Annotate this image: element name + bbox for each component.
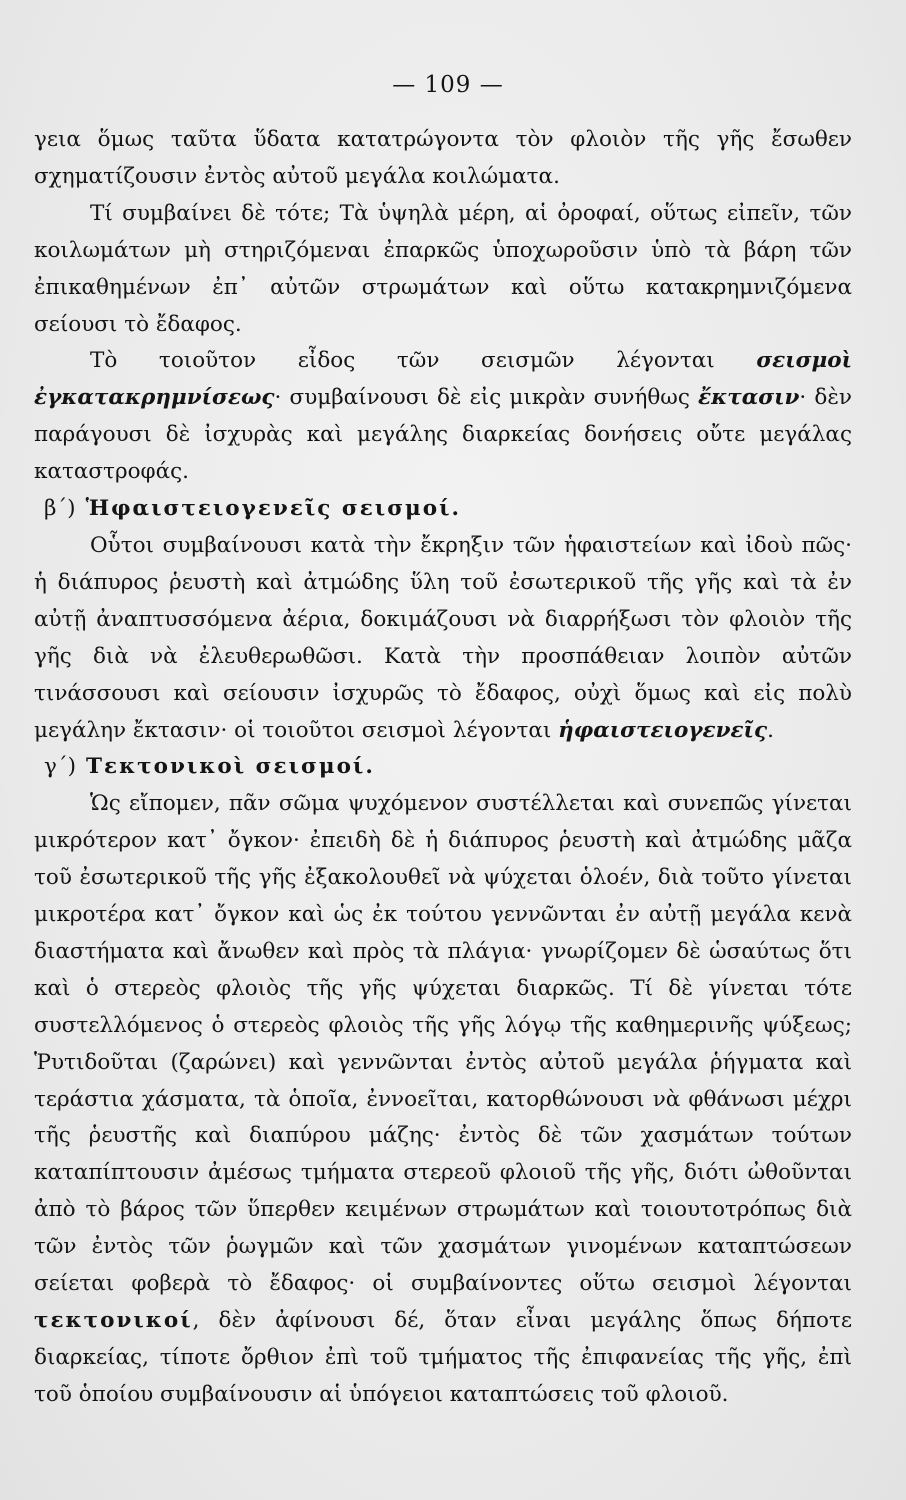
term-tectonic: τεκτονικοί: [34, 1308, 193, 1333]
text-run: · δὲν παράγουσι δὲ ἰσχυρὰς καὶ μεγάλης διαρκείας δονήσεις οὔτε μεγάλας καταστροφάς.: [34, 385, 852, 485]
term-collapse-earthquakes: σεισμοὶ ἐγκατακρημνίσεως: [34, 348, 852, 411]
term-extent: ἔκτασιν: [698, 385, 800, 411]
section-title: Ἡφαιστειογενεῖς σεισμοί.: [85, 496, 462, 522]
text-run: Οὗτοι συμβαίνουσι κατὰ τὴν ἔκρηξιν τῶν ἡφαιστείων καὶ ἰδοὺ πῶς· ἡ διάπυρος ῥευστὴ καὶ ἀτμώδης ὕλη τοῦ ἐσωτερικοῦ τῆς γῆς καὶ τὰ ἐν αὐτῇ ἀναπτυσσόμενα ἀέρια, δοκιμάζουσι νὰ διαρρήξωσι τὸν φλοιὸν τῆς γῆς διὰ νὰ ἐλευθερωθῶσι. Κατὰ τὴν προσπάθειαν λοιπὸν αὐτῶν τινάσσουσι καὶ σείουσιν ἰσχυρῶς τὸ ἔδαφος, οὐχὶ ὅμως καὶ εἰς πολὺ μεγάλην ἔκτασιν· οἱ τοιοῦτοι σεισμοὶ λέγονται: [34, 532, 852, 743]
paragraph-volcanic-earthquakes: [34, 528, 852, 749]
section-label: β΄): [44, 496, 76, 522]
term-volcanic: ἡφαιστειογενεῖς: [558, 717, 768, 743]
section-label: γ΄): [44, 754, 76, 780]
paragraph-collapse-question: Τί συμβαίνει δὲ τότε; Τὰ ὑψηλὰ μέρη, αἱ ὀροφαί, οὕτως εἰπεῖν, τῶν κοιλωμάτων μὴ στηριζόμεναι ἐπαρκῶς ὑποχωροῦσιν ὑπὸ τὰ βάρη τῶν ἐπικαθημένων ἐπ᾿ αὐτῶν στρωμάτων καὶ οὕτω κατακρημνιζόμενα σείουσι τὸ ἔδαφος.: [34, 200, 852, 337]
text-run: , δὲν ἀφίνουσι δέ, ὅταν εἶναι μεγάλης ὅπως δήποτε διαρκείας, τίποτε ὄρθιον ἐπὶ τοῦ τμήματος τῆς ἐπιφανείας τῆς γῆς, ἐπὶ τοῦ ὁποίου συμβαίνουσιν αἱ ὑπόγειοι καταπτώσεις τοῦ φλοιοῦ.: [34, 1308, 852, 1407]
page-number: — 109 —: [392, 72, 504, 98]
text-run: · συμβαίνουσι δὲ εἰς μικρὰν συνήθως: [274, 385, 699, 411]
paragraph-tectonic-earthquakes: [34, 786, 852, 1413]
section-heading-volcanic: [34, 491, 852, 528]
section-title: Τεκτονικοὶ σεισμοί.: [86, 754, 375, 780]
paragraph-continuation: γεια ὅμως ταῦτα ὕδατα κατατρώγοντα τὸν φλοιὸν τῆς γῆς ἔσωθεν σχηματίζουσιν ἐντὸς αὐτοῦ μεγάλα κοιλώματα.: [34, 127, 852, 189]
text-run: Ὡς εἴπομεν, πᾶν σῶμα ψυχόμενον συστέλλεται καὶ συνεπῶς γίνεται μικρότερον κατ᾿ ὄγκον· ἐπειδὴ δὲ ἡ διάπυρος ῥευστὴ καὶ ἀτμώδης μᾶζα τοῦ ἐσωτερικοῦ τῆς γῆς ἐξακολουθεῖ νὰ ψύχεται ὁλοέν, διὰ τοῦτο γίνεται μικροτέρα κατ᾿ ὄγκον καὶ ὡς ἐκ τούτου γεννῶνται ἐν αὐτῇ μεγάλα κενὰ διαστήματα καὶ ἄνωθεν καὶ πρὸς τὰ πλάγια· γνωρίζομεν δὲ ὡσαύτως ὅτι καὶ ὁ στερεὸς φλοιὸς τῆς γῆς ψύχεται διαρκῶς. Τί δὲ γίνεται τότε συστελλόμενος ὁ στερεὸς φλοιὸς τῆς γῆς λόγῳ τῆς καθημερινῆς ψύξεως; Ῥυτιδοῦται (ζαρώνει) καὶ γεννῶνται ἐντὸς αὐτοῦ μεγάλα ῥήγματα καὶ τεράστια χάσματα, τὰ ὁποῖα, ἐννοεῖται, κατορθώνουσι νὰ φθάνωσι μέχρι τῆς ῥευστῆς καὶ διαπύρου μάζης· ἐντὸς δὲ τῶν χασμάτων τούτων καταπίπτουσιν ἀμέσως τμήματα στερεοῦ φλοιοῦ τῆς γῆς, διότι ὠθοῦνται ἀπὸ τὸ βάρος τῶν ὕπερθεν κειμένων στρωμάτων καὶ τοιουτοτρόπως διὰ τῶν ἐντὸς τῶν ῥωγμῶν καὶ τῶν χασμάτων γινομένων καταπτώσεων σείεται φοβερὰ τὸ ἔδαφος· οἱ συμβαίνοντες οὕτω σεισμοὶ λέγονται: [34, 791, 852, 1297]
paragraph-collapse-earthquakes: [34, 343, 852, 491]
section-heading-tectonic: [34, 749, 852, 786]
text-run: Τὸ τοιοῦτον εἶδος τῶν σεισμῶν λέγονται: [90, 348, 757, 374]
text-run: .: [767, 717, 774, 743]
page-body: [34, 122, 852, 1414]
